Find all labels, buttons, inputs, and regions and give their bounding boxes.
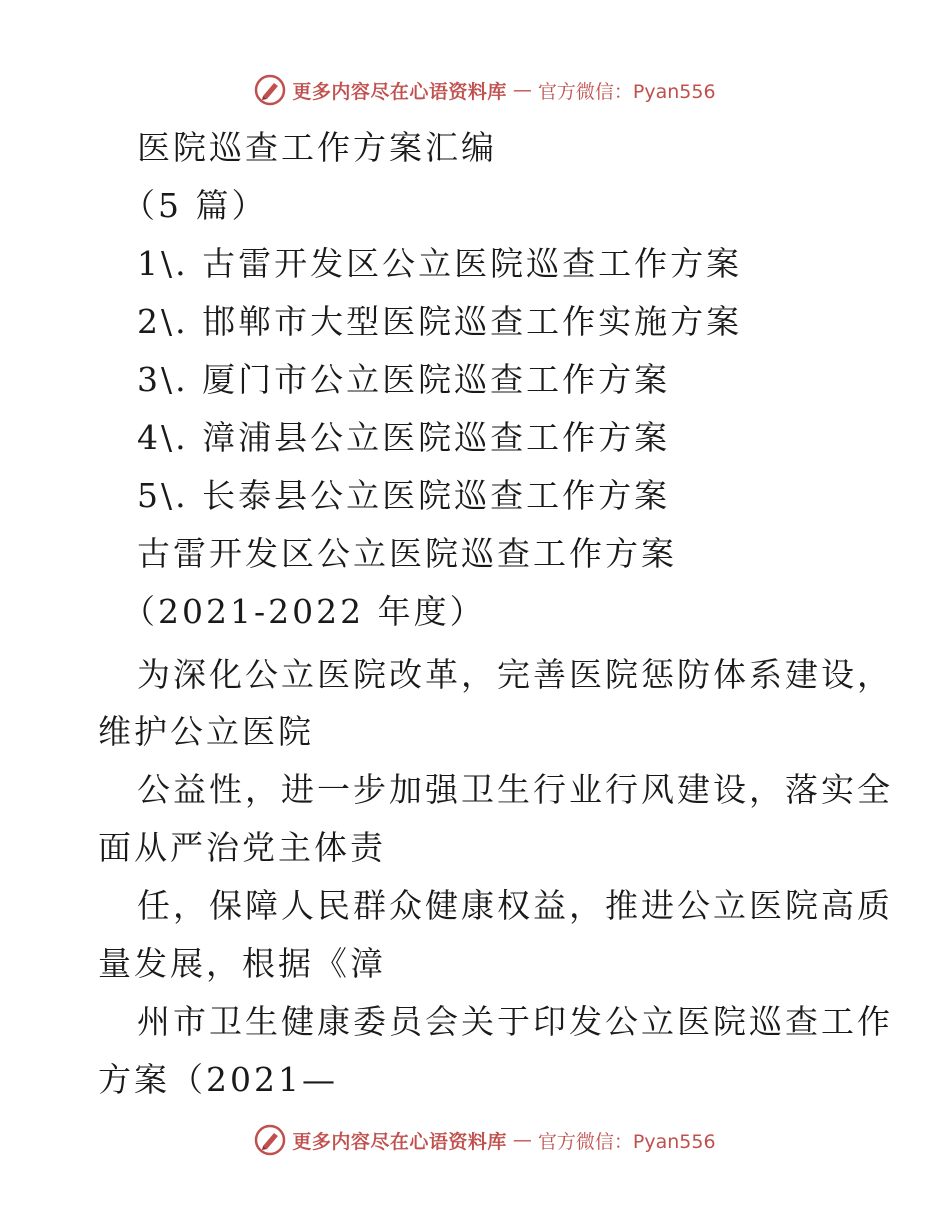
toc-item-4: 4\. 漳浦县公立医院巡查工作方案 — [137, 418, 671, 457]
banner-wechat-text: 官方微信：Pyan556 — [537, 1130, 716, 1153]
banner-separator: — — [512, 79, 532, 101]
header-banner-content — [254, 74, 715, 106]
toc-item-5: 5\. 长泰县公立医院巡查工作方案 — [137, 476, 671, 515]
pen-logo-icon — [254, 1124, 286, 1156]
footer-banner — [0, 1120, 950, 1160]
header-banner — [0, 70, 950, 110]
paragraph-line: 公益性，进一步加强卫生行业行风建设，落实全 — [137, 770, 893, 809]
pen-logo-icon — [254, 74, 286, 106]
toc-item-1: 1\. 古雷开发区公立医院巡查工作方案 — [137, 244, 743, 283]
section-year: （2021-2022 年度） — [122, 592, 486, 631]
paragraph-line: 量发展，根据《漳 — [98, 944, 386, 983]
toc-item-3: 3\. 厦门市公立医院巡查工作方案 — [137, 360, 671, 399]
banner-wechat-text: 官方微信：Pyan556 — [537, 80, 716, 103]
paragraph-line: 州市卫生健康委员会关于印发公立医院巡查工作 — [137, 1002, 893, 1041]
toc-item-2: 2\. 邯郸市大型医院巡查工作实施方案 — [137, 302, 743, 341]
paragraph-line: 维护公立医院 — [98, 712, 314, 751]
banner-site-text: 更多内容尽在心语资料库 — [292, 1130, 507, 1153]
paragraph-line: 面从严治党主体责 — [98, 828, 386, 867]
paragraph-line: 任，保障人民群众健康权益，推进公立医院高质 — [137, 886, 893, 925]
paragraph-line: 方案（2021— — [98, 1060, 338, 1099]
footer-banner-content — [254, 1124, 715, 1156]
section-title: 古雷开发区公立医院巡查工作方案 — [137, 534, 677, 573]
paragraph-line: 为深化公立医院改革，完善医院惩防体系建设， — [137, 655, 893, 694]
banner-separator: — — [512, 1129, 532, 1151]
article-count: （5 篇） — [122, 186, 268, 225]
document-title: 医院巡查工作方案汇编 — [137, 128, 497, 167]
banner-site-text: 更多内容尽在心语资料库 — [292, 80, 507, 103]
